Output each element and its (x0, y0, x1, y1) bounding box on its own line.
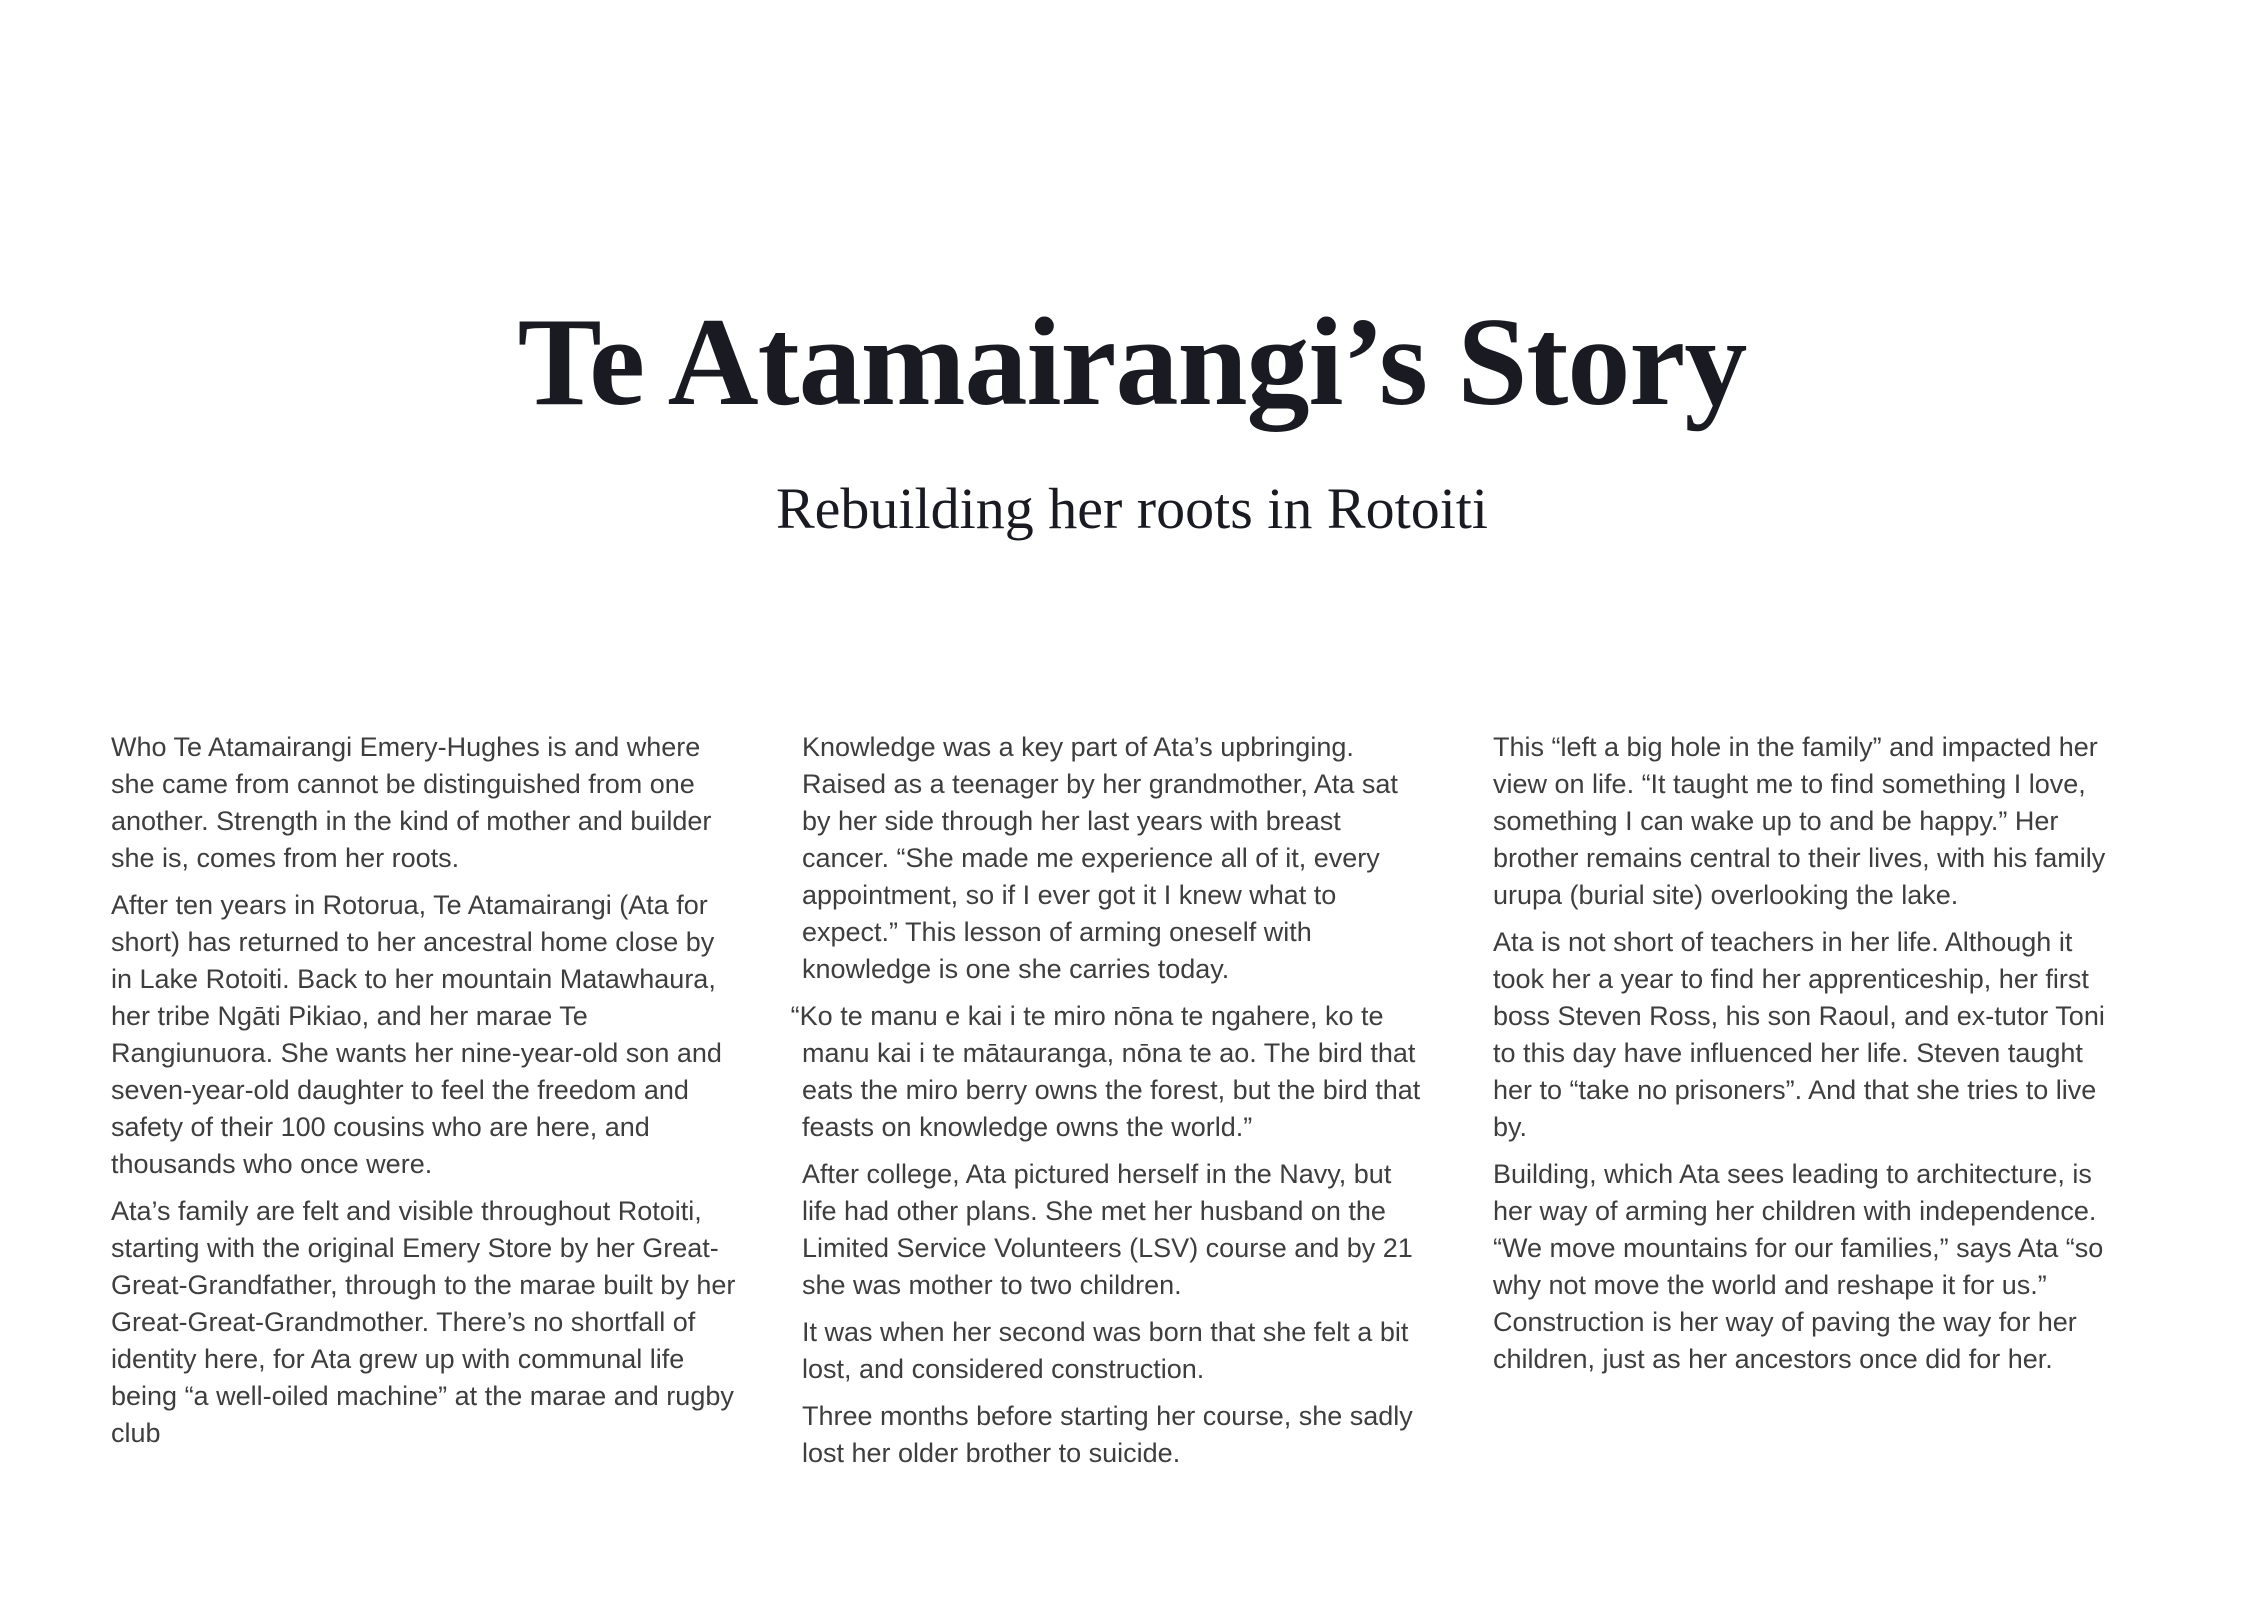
page-title: Te Atamairangi’s Story (517, 293, 1747, 432)
article-paragraph: After college, Ata pictured herself in the Navy, but life had other plans. She met her husband on the Limited Service Volunteers (LSV) course and by 21 she was mother to two children. (802, 1158, 1413, 1300)
article-paragraph: Who Te Atamairangi Emery-Hughes is and where she came from cannot be distinguished from one another. Strength in the kind of mother and builder she is, comes from her roots. (111, 731, 712, 873)
article-column-3 (1493, 729, 2121, 1482)
article-paragraph: This “left a big hole in the family” and impacted her view on life. “It taught me to find something I love, something I can wake up to and be happy.” Her brother remains central to their lives, with his family urupa (burial site) overlooking the lake. (1493, 731, 2106, 910)
article-paragraph: Knowledge was a key part of Ata’s upbringing. Raised as a teenager by her grandmother, Ata sat by her side through her last years with breast cancer. “She made me experience all of it, every appointment, so if I ever got it I knew what to expect.” This lesson of arming oneself with knowledge is one she carries today. (802, 731, 1398, 984)
article-paragraph: Three months before starting her course, she sadly lost her older brother to suicide. (802, 1400, 1413, 1468)
article-paragraph: Ata is not short of teachers in her life. Although it took her a year to find her apprenticeship, her first boss Steven Ross, his son Raoul, and ex-tutor Toni to this day have influenced her life. Steven taught her to “take no prisoners”. And that she tries to live by. (1493, 926, 2105, 1142)
article-paragraph: Building, which Ata sees leading to architecture, is her way of arming her children with independence. “We move mountains for our families,” says Ata “so why not move the world and reshape it for us.” Construction is her way of paving the way for her children, just as her ancestors once did for her. (1493, 1158, 2104, 1374)
article-paragraph: It was when her second was born that she felt a bit lost, and considered construction. (802, 1316, 1409, 1384)
article-column-2 (790, 729, 1430, 1482)
article-paragraph: Ata’s family are felt and visible throughout Rotoiti, starting with the original Emery Store by her Great-Great-Grandfather, through to the marae built by her Great-Great-Grandmother. There’s no shortfall of identity here, for Ata grew up with communal life being “a well-oiled machine” at the marae and rugby club (111, 1195, 736, 1448)
article-paragraph: “Ko te manu e kai i te miro nōna te ngahere, ko te manu kai i te mātauranga, nōna te ao. The bird that eats the miro berry owns the forest, but the bird that feasts on knowledge owns the world.” (790, 1000, 1421, 1142)
article-paragraph: After ten years in Rotorua, Te Atamairangi (Ata for short) has returned to her ancestral home close by in Lake Rotoiti. Back to her mountain Matawhaura, her tribe Ngāti Pikiao, and her marae Te Rangiunuora. She wants her nine-year-old son and seven-year-old daughter to feel the freedom and safety of their 100 cousins who are here, and thousands who once were. (111, 889, 722, 1179)
page-subtitle: Rebuilding her roots in Rotoiti (775, 476, 1489, 541)
article-column-1 (111, 729, 739, 1482)
article-columns (0, 729, 2264, 1482)
